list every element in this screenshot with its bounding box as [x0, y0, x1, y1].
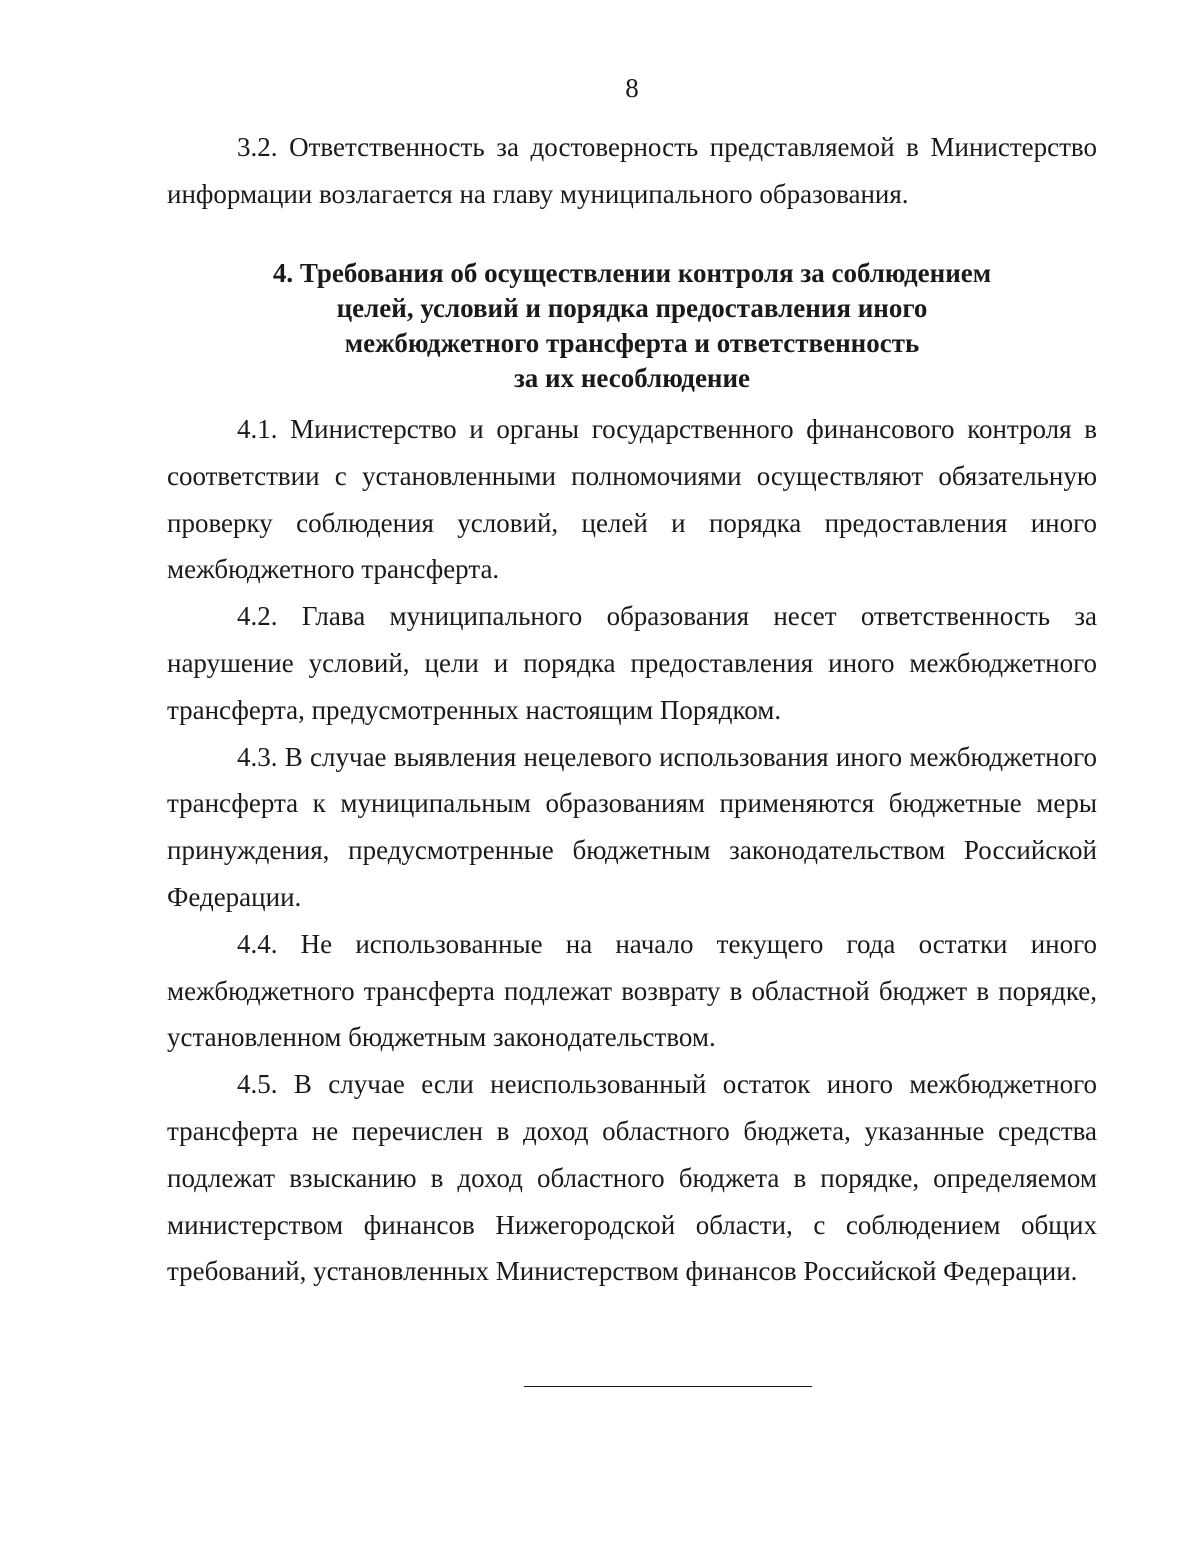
section-4-text [167, 406, 1097, 1295]
paragraph-4-5: 4.5. В случае если неиспользованный остаток иного межбюджетного трансферта не перечислен в доход областного бюджета, указанные средства подлежат взысканию в доход областного бюджета в порядке, определяемом министерством финансов Нижегородской области, с соблюдением общих требований, установленных Министерством финансов Российской Федерации. [167, 1069, 1097, 1287]
page-number: 8 [625, 73, 639, 103]
paragraph-4-3: 4.3. В случае выявления нецелевого использования иного межбюджетного трансферта к муниципальным образованиям применяются бюджетные меры принуждения, предусмотренные бюджетным законодательством Российской Федерации. [167, 741, 1097, 912]
paragraph-4-4: 4.4. Не использованные на начало текущего года остатки иного межбюджетного трансферта подлежат возврату в областной бюджет в порядке, установленном бюджетным законодательством. [167, 928, 1097, 1053]
section-3-text [167, 124, 1097, 218]
paragraph-3-2: 3.2. Ответственность за достоверность представляемой в Министерство информации возлагается на главу муниципального образования. [167, 132, 1097, 209]
heading-line: целей, условий и порядка предоставления иного [336, 293, 928, 323]
paragraph-4-1: 4.1. Министерство и органы государственного финансового контроля в соответствии с установленными полномочиями осуществляют обязательную проверку соблюдения условий, целей и порядка предоставления иного межбюджетного трансферта. [167, 414, 1097, 585]
heading-line: 4. Требования об осуществлении контроля за соблюдением [272, 258, 992, 288]
heading-line: за их несоблюдение [513, 363, 751, 393]
paragraph-4-2: 4.2. Глава муниципального образования несет ответственность за нарушение условий, цели и порядка предоставления иного межбюджетного трансферта, предусмотренных настоящим Порядком. [167, 601, 1097, 725]
end-of-document-rule [524, 1386, 812, 1387]
heading-line: межбюджетного трансферта и ответственность [344, 328, 920, 358]
section-4-heading [167, 256, 1097, 396]
